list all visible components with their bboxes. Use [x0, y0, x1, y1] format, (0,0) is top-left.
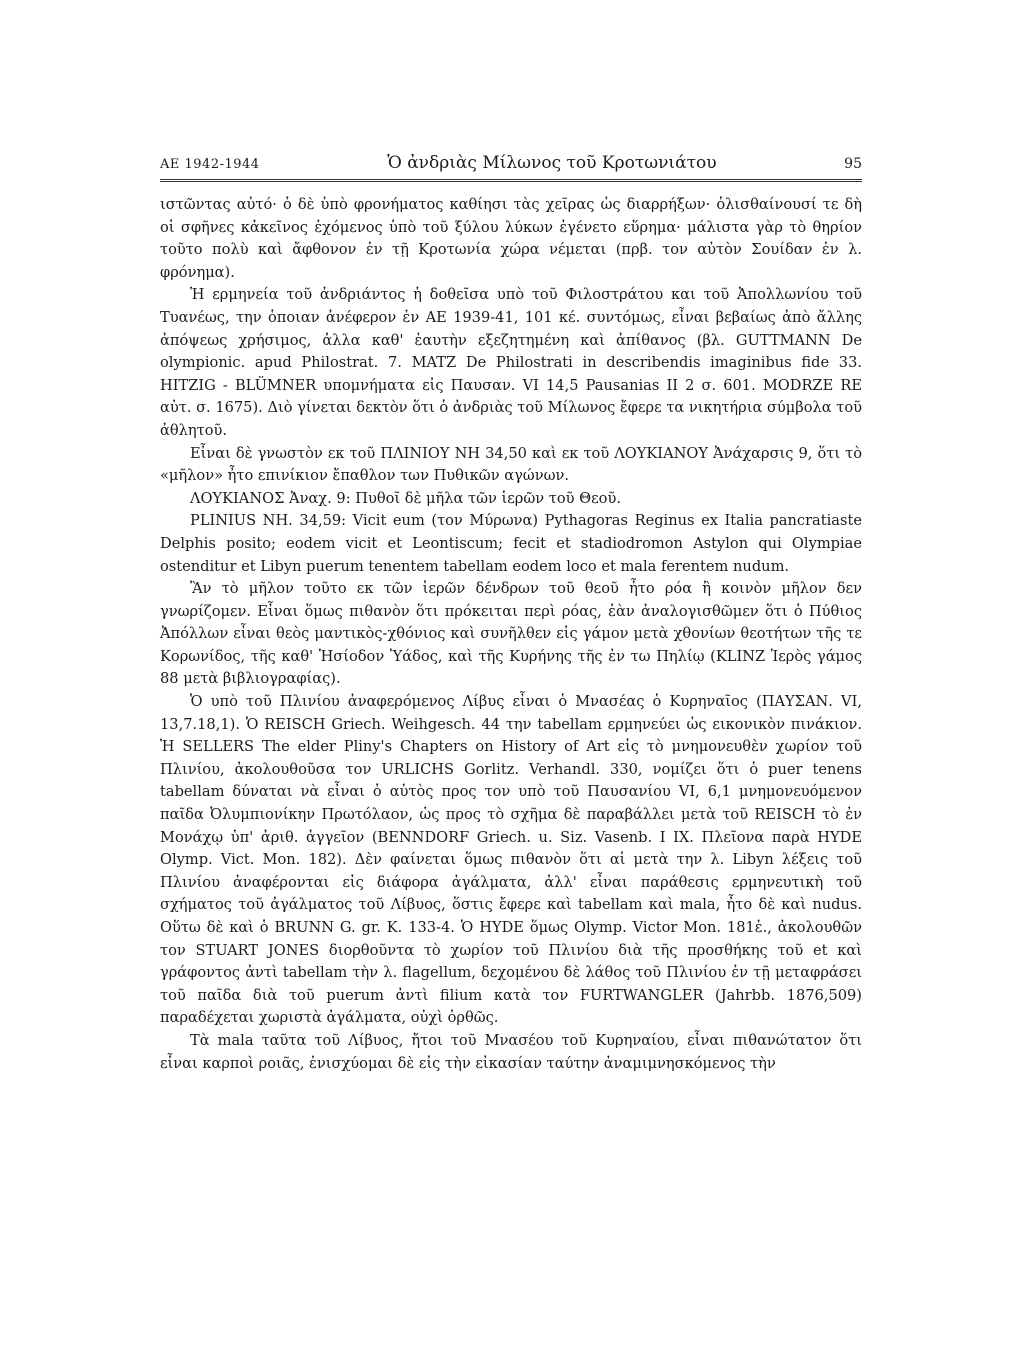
journal-citation: ΑΕ 1942-1944 [160, 157, 260, 172]
main-text [160, 194, 862, 1075]
running-header [160, 152, 862, 182]
paragraph: Ἂν τὸ μῆλον τοῦτο εκ τῶν ἱερῶν δένδρων τοῦ θεοῦ ἦτο ρόα ἢ κοινὸν μῆλον δεν γνωρίζομεν. Εἶναι ὅμως πιθανὸν ὅτι πρόκειται περὶ ρόας, ἐὰν ἀναλογισθῶμεν ὅτι ὁ Πύθιος Ἀπόλλων εἶναι θεὸς μαντικὸς-χθόνιος καὶ συνῆλθεν εἰς γάμον μετὰ χθονίων θεοτήτων τῆς τε Κορωνίδος, τῆς καθ' Ἡσίοδον Ὑάδος, καὶ τῆς Κυρήνης τῆς ἐν τω Πηλίῳ (KLINZ Ἱερὸς γάμος 88 μετὰ βιβλιογραφίας). [160, 580, 862, 688]
paragraph: Εἶναι δὲ γνωστὸν εκ τοῦ ΠΛΙΝΙΟΥ ΝΗ 34,50 καὶ εκ τοῦ ΛΟΥΚΙΑΝΟΥ Ἀνάχαρσις 9, ὅτι τὸ «μῆλον» ἦτο επινίκιον ἔπαθλον των Πυθικῶν αγώνων. [160, 444, 862, 485]
quotation-pliny: PLINIUS NH. 34,59: Vicit eum (τον Μύρωνα) Pythagoras Reginus ex Italia pancratiaste Delphis posito; eodem vicit et Leontiscum; fecit et stadiodromon Astylon qui Olympiae ostenditur et Libyn puerum tenentem tabellam eodem loco et mala ferentem nudum. [160, 512, 862, 575]
paragraph: Ὁ υπὸ τοῦ Πλινίου ἀναφερόμενος Λίβυς εἶναι ὁ Μνασέας ὁ Κυρηναῖος (ΠΑΥΣΑΝ. VI, 13,7.18,1). Ὁ REISCH Griech. Weihgesch. 44 την tabellam ερμηνεύει ὡς εικονικὸν πινάκιον. Ἡ SELLERS The elder Pliny's Chapters on History of Art εἰς τὸ μνημονευθὲν χωρίον τοῦ Πλινίου, ἀκολουθοῦσα τον URLICHS Gorlitz. Verhandl. 330, νομίζει ὅτι ὁ puer tenens tabellam δύναται νὰ εἶναι ὁ αὐτὸς προς τον υπὸ τοῦ Παυσανίου VI, 6,1 μνημονευόμενον παῖδα Ὀλυμπιονίκην Πρωτόλαον, ὡς προς τὸ σχῆμα δὲ παραβάλλει μετὰ τοῦ REISCH τὸ ἐν Μονάχῳ ὑπ' ἀριθ. ἀγγεῖον (BENNDORF Griech. u. Siz. Vasenb. I IX. Πλεῖονα παρὰ HYDE Olymp. Vict. Mon. 182). Δὲν φαίνεται ὅμως πιθανὸν ὅτι αἱ μετὰ την λ. Libyn λέξεις τοῦ Πλινίου ἀναφέρονται εἰς διάφορα ἀγάλματα, ἀλλ' εἶναι παράθεσις ερμηνευτικὴ τοῦ σχήματος τοῦ ἀγάλματος τοῦ Λίβυος, ὅστις ἔφερε καὶ tabellam καὶ mala, ἦτο δὲ καὶ nudus. Οὕτω δὲ καὶ ὁ BRUNN G. gr. K. 133-4. Ὁ HYDE ὅμως Olymp. Victor Mon. 181ἑ., ἀκολουθῶν τον STUART JONES διορθοῦντα τὸ χωρίον τοῦ Πλινίου διὰ τῆς προσθήκης τοῦ et καὶ γράφοντος ἀντὶ tabellam τὴν λ. flagellum, δεχομένου δὲ λάθος τοῦ Πλινίου ἐν τῇ μεταφράσει τοῦ παῖδα διὰ τοῦ puerum ἀντὶ filium κατὰ τον FURTWANGLER (Jahrbb. 1876,509) παραδέχεται χωριστὰ ἀγάλματα, οὐχὶ ὀρθῶς. [160, 693, 862, 1027]
running-title: Ὁ ἀνδριὰς Μίλωνος τοῦ Κροτωνιάτου [387, 153, 717, 173]
paragraph: Ἡ ερμηνεία τοῦ ἀνδριάντος ἡ δοθεῖσα υπὸ τοῦ Φιλοστράτου και τοῦ Ἀπολλωνίου τοῦ Τυανέως, την ὁποιαν ἀνέφερον ἐν ΑΕ 1939-41, 101 κέ. συντόμως, εἶναι βεβαίως ἀπὸ ἄλλης ἀπόψεως χρήσιμος, ἀλλα καθ' ἑαυτὴν εξεζητημένη καὶ ἀπίθανος (βλ. GUTTMANN De olympionic. apud Philostrat. 7. MATZ De Philostrati in describendis imaginibus fide 33. HITZIG - BLÜMNER υπομνήματα εἰς Παυσαν. VI 14,5 Pausanias II 2 σ. 601. MODRZE RE αὐτ. σ. 1675). Διὸ γίνεται δεκτὸν ὅτι ὁ ἀνδριὰς τοῦ Μίλωνος ἔφερε τα νικητήρια σύμβολα τοῦ ἀθλητοῦ. [160, 286, 862, 439]
quotation-lucian: ΛΟΥΚΙΑΝΟΣ Ἀναχ. 9: Πυθοῖ δὲ μῆλα τῶν ἱερῶν τοῦ Θεοῦ. [190, 489, 621, 507]
paragraph-continuation: ιστῶντας αὐτό· ὁ δὲ ὑπὸ φρονήματος καθίησι τὰς χεῖρας ὡς διαρρήξων· ὀλισθαίνουσί τε δὴ οἱ σφῆνες κἀκεῖνος ἐχόμενος ὑπὸ τοῦ ξύλου λύκων ἐγένετο εὕρημα· μάλιστα γὰρ τὸ θηρίον τοῦτο πολὺ καὶ ἄφθονον ἐν τῇ Κροτωνία χώρα νέμεται (πρβ. τον αὐτὸν Σουίδαν ἐν λ. φρόνημα). [160, 196, 862, 281]
page [160, 152, 862, 1075]
page-number: 95 [844, 156, 862, 172]
paragraph: Τὰ mala ταῦτα τοῦ Λίβυος, ἤτοι τοῦ Μνασέου τοῦ Κυρηναίου, εἶναι πιθανώτατον ὅτι εἶναι καρποὶ ροιᾶς, ἐνισχύομαι δὲ εἰς τὴν εἰκασίαν ταύτην ἀναμιμνησκόμενος τὴν [160, 1031, 862, 1072]
